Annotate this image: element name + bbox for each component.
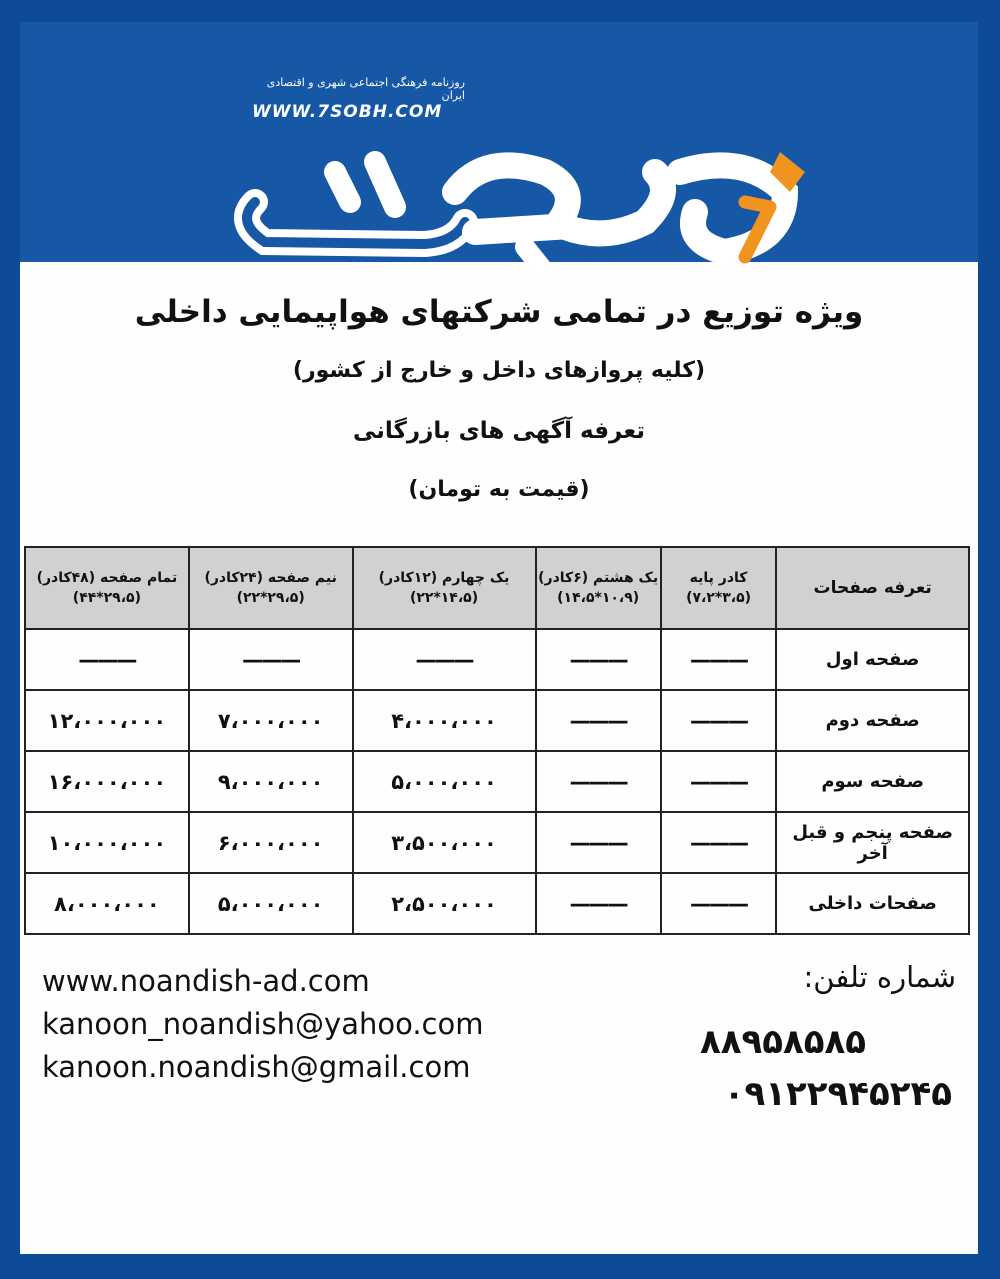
tariff-title: تعرفه آگهی های بازرگانی <box>352 418 645 444</box>
table-cell: ۶،۰۰۰،۰۰۰ <box>189 812 353 873</box>
table-cell: ۱۲،۰۰۰،۰۰۰ <box>25 690 189 751</box>
column-header: یک چهارم (۱۲کادر) (۱۴،۵*۲۲) <box>353 547 536 629</box>
table-cell: ۸،۰۰۰،۰۰۰ <box>25 873 189 934</box>
table-cell: ——— <box>536 629 661 690</box>
phone-landline[interactable]: ۸۸۹۵۸۵۸۵ <box>699 1022 866 1062</box>
table-cell: ۵،۰۰۰،۰۰۰ <box>189 873 353 934</box>
table-cell: ——— <box>25 629 189 690</box>
haft-sobh-logo <box>225 132 805 282</box>
flyer <box>20 22 978 1254</box>
row-label: صفحه اول <box>776 629 969 690</box>
table-header-row <box>25 547 969 629</box>
table-cell: ——— <box>661 873 777 934</box>
phone-label: شماره تلفن: <box>803 960 956 994</box>
phone-mobile[interactable]: ۰۹۱۲۲۹۴۵۲۴۵ <box>723 1074 952 1114</box>
table-row <box>25 629 969 690</box>
table-cell: ——— <box>661 629 777 690</box>
table-cell: ——— <box>536 690 661 751</box>
table-row <box>25 690 969 751</box>
table-cell: ——— <box>661 812 777 873</box>
table-cell: ۵،۰۰۰،۰۰۰ <box>353 751 536 812</box>
newspaper-tagline: روزنامه فرهنگی اجتماعی شهری و اقتصادی ایران <box>266 76 465 102</box>
row-label: صفحات داخلی <box>776 873 969 934</box>
column-header: نیم صفحه (۲۴کادر) (۲۹،۵*۲۲) <box>189 547 353 629</box>
row-label: صفحه پنجم و قبل آخر <box>776 812 969 873</box>
contact-links <box>42 960 483 1089</box>
logo-text <box>250 250 810 251</box>
contact-website-link[interactable]: www.noandish-ad.com <box>42 964 370 998</box>
header-band <box>20 22 978 262</box>
row-label: صفحه دوم <box>776 690 969 751</box>
page-title: ویژه توزیع در تمامی شرکتهای هواپیمایی داخلی <box>134 294 864 330</box>
table-cell: ——— <box>661 751 777 812</box>
contact-email-yahoo[interactable]: kanoon_noandish@yahoo.com <box>42 1007 484 1041</box>
table-cell: ——— <box>536 873 661 934</box>
column-header: تعرفه صفحات <box>776 547 969 629</box>
page-subtitle: (کلیه پروازهای داخل و خارج از کشور) <box>292 358 706 383</box>
column-header: کادر پایه (۳،۵*۷،۲) <box>661 547 777 629</box>
table-cell: ——— <box>189 629 353 690</box>
table-row <box>25 812 969 873</box>
price-note: (قیمت به تومان) <box>408 477 590 502</box>
table-row <box>25 873 969 934</box>
row-label: صفحه سوم <box>776 751 969 812</box>
table-cell: ——— <box>353 629 536 690</box>
newspaper-website: WWW.7SOBH.COM <box>252 102 443 122</box>
column-header: یک هشتم (۶کادر) (۱۰،۹*۱۴،۵) <box>536 547 661 629</box>
table-row <box>25 751 969 812</box>
table-cell: ——— <box>536 812 661 873</box>
table-cell: ——— <box>661 690 777 751</box>
column-header: تمام صفحه (۴۸کادر) (۲۹،۵*۴۴) <box>25 547 189 629</box>
table-cell: ۲،۵۰۰،۰۰۰ <box>353 873 536 934</box>
contact-email-gmail[interactable]: kanoon.noandish@gmail.com <box>42 1050 471 1084</box>
table-cell: ۴،۰۰۰،۰۰۰ <box>353 690 536 751</box>
table-cell: ——— <box>536 751 661 812</box>
table-cell: ۳،۵۰۰،۰۰۰ <box>353 812 536 873</box>
table-cell: ۱۶،۰۰۰،۰۰۰ <box>25 751 189 812</box>
table-cell: ۷،۰۰۰،۰۰۰ <box>189 690 353 751</box>
table-cell: ۹،۰۰۰،۰۰۰ <box>189 751 353 812</box>
table-cell: ۱۰،۰۰۰،۰۰۰ <box>25 812 189 873</box>
rates-table <box>24 546 970 935</box>
